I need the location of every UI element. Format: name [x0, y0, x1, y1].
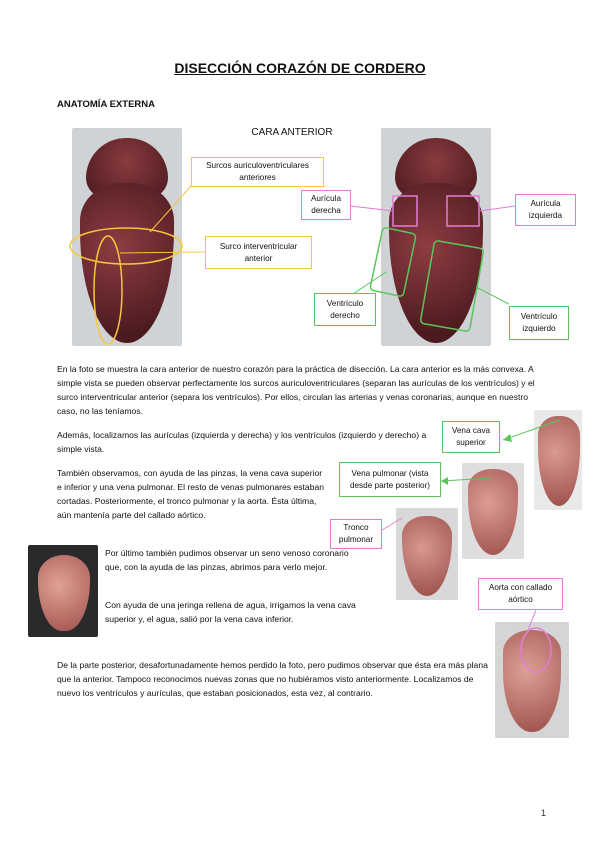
document-title: DISECCIÓN CORAZÓN DE CORDERO — [174, 60, 426, 76]
paragraph-4: Por último también pudimos observar un seno venoso coronario que, con la ayuda de las pinzas, abrimos para verlo mejor. — [105, 548, 349, 572]
aorta-line — [528, 610, 536, 630]
label-tronco-pulmonar: Tronco pulmonar — [330, 519, 382, 549]
surco-iv-line — [120, 252, 205, 253]
label-ventriculo-derecho: Ventrículo derecho — [314, 293, 376, 326]
label-vena-cava: Vena cava superior — [442, 421, 500, 453]
vena-cava-line — [503, 420, 560, 440]
ventriculo-derecho-box — [370, 227, 417, 297]
section-heading: ANATOMÍA EXTERNA — [57, 99, 155, 110]
paragraph-3: También observamos, con ayuda de las pinzas, la vena cava superior e inferior y una vena pulmonar. El resto de venas pulmonares estaban cortadas. Posteriormente, el tronco pulmonar y la aorta. Ésta última, aún mantenía parte del callado aórtico. — [57, 468, 325, 520]
subheading: CARA ANTERIOR — [251, 127, 333, 138]
surcos-av-line — [150, 186, 191, 232]
label-auricula-derecha: Aurícula derecha — [301, 190, 351, 220]
label-vena-pulmonar: Vena pulmonar (vista desde parte posterior) — [339, 462, 441, 497]
paragraph-1: En la foto se muestra la cara anterior de nuestro corazón para la práctica de disección. La cara anterior es la más convexa. A simple vista se pueden observar perfectamente los surcos auriculoventriculares (separan las aurículas de los ventrículos) y el surco interventricular anterior (separa los ventrículos). Por ellos, circulan las arterias y venas coronarias, aunque en nuestro caso, no las teníamos. — [57, 364, 535, 416]
label-surco-iv: Surco interventricular anterior — [205, 236, 312, 269]
auricula-derecha-box — [393, 196, 417, 226]
page-number: 1 — [540, 808, 546, 818]
label-aorta-callado: Aorta con callado aórtico — [478, 578, 563, 610]
paragraph-6: De la parte posterior, desafortunadamente hemos perdido la foto, pero pudimos observar que ésta era más plana que la anterior. Tampoco reconocimos nuevas zonas que no hubiéramos visto anteriormente. Localizamos de nuevo los ventrículos y aurículas, que estaban posicionados, esta vez, al contrario. — [57, 660, 488, 698]
label-auricula-izquierda: Aurícula izquierda — [515, 194, 576, 226]
auricula-derecha-line — [351, 206, 393, 211]
label-surcos-av: Surcos auriculoventriculares anteriores — [191, 157, 324, 187]
auricula-izquierda-line — [479, 206, 515, 211]
surco-iv-ellipse — [94, 236, 122, 344]
aorta-ellipse — [521, 628, 551, 672]
auricula-izquierda-box — [447, 196, 479, 226]
paragraph-5: Con ayuda de una jeringa rellena de agua, irrigamos la vena cava superior y, el agua, salió por la vena cava inferior. — [105, 600, 356, 624]
label-ventriculo-izquierdo: Ventrículo izquierdo — [509, 306, 569, 340]
tronco-line — [382, 518, 402, 530]
surcos-av-ellipse — [70, 228, 182, 264]
ventriculo-izquierdo-box — [420, 240, 484, 331]
vena-pulmonar-line — [441, 478, 492, 481]
paragraph-2: Además, localizamos las aurículas (izquierda y derecha) y los ventrículos (izquierdo y derecho) a simple vista. — [57, 430, 427, 454]
ventriculo-izquierdo-line — [476, 287, 509, 304]
